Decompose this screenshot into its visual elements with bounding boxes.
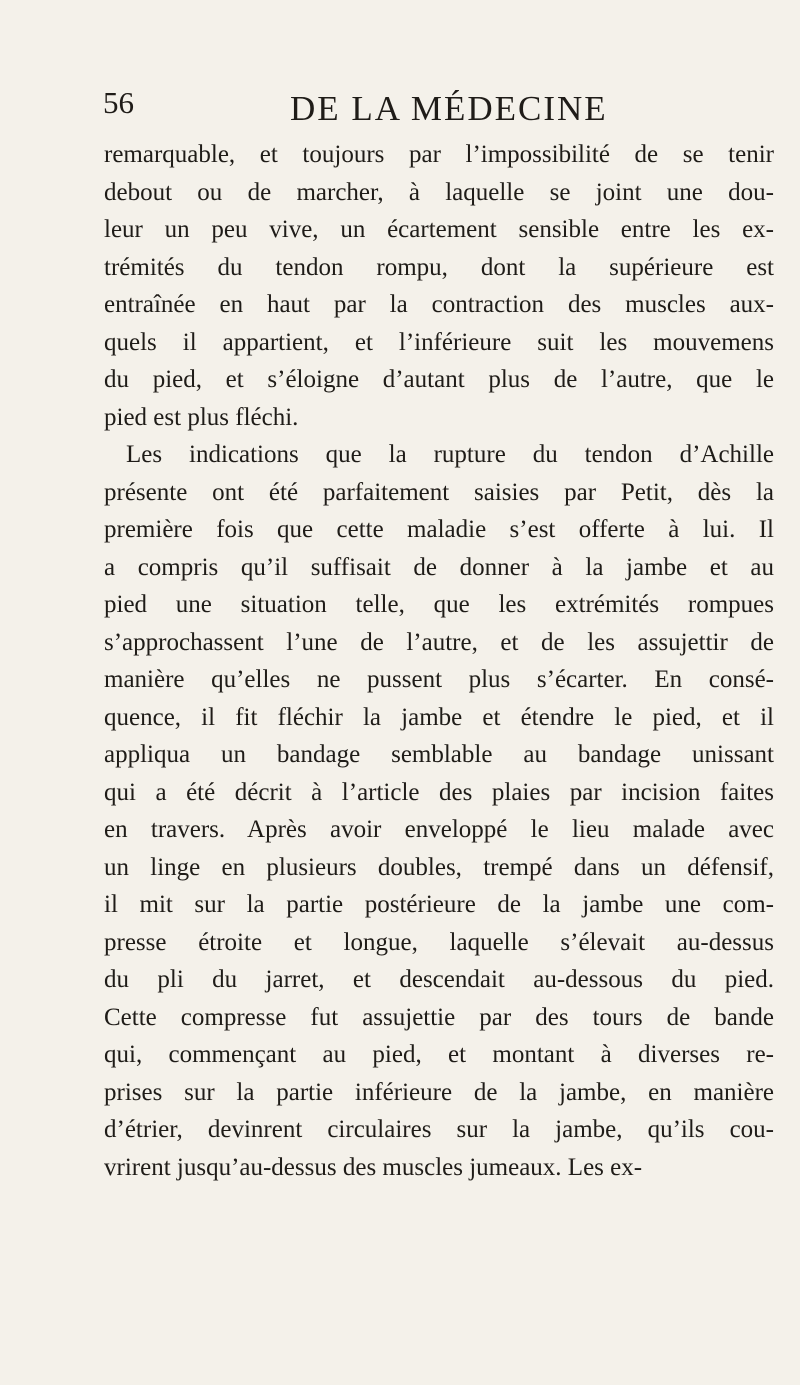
text-line: manière qu’elles ne pussent plus s’écarter. En consé- — [104, 666, 774, 693]
text-line: vrirent jusqu’au-dessus des muscles jumeaux. Les ex- — [104, 1153, 643, 1181]
text-line: s’approchassent l’une de l’autre, et de les assujettir de — [104, 628, 774, 656]
text-line: prises sur la partie inférieure de la jambe, en manière — [104, 1078, 774, 1106]
page-number: 56 — [103, 85, 134, 120]
paragraph-end-line: pied est plus fléchi. — [104, 403, 299, 431]
text-line: un linge en plusieurs doubles, trempé dans un défensif, — [104, 853, 774, 881]
text-line: du pied, et s’éloigne d’autant plus de l’autre, que le — [104, 366, 774, 393]
text-line: quels il appartient, et l’inférieure suit les mouvemens — [104, 328, 774, 356]
text-line: Cette compresse fut assujettie par des tours de bande — [104, 1003, 774, 1031]
text-line: pied une situation telle, que les extrémités rompues — [104, 591, 774, 618]
paragraph-start-line: Les indications que la rupture du tendon d’Achille — [126, 441, 774, 468]
text-line: d’étrier, devinrent circulaires sur la jambe, qu’ils cou- — [104, 1116, 774, 1143]
text-line: présente ont été parfaitement saisies par Petit, dès la — [104, 478, 774, 506]
text-line: trémités du tendon rompu, dont la supérieure est — [104, 253, 774, 281]
text-line: quence, il fit fléchir la jambe et étendre le pied, et il — [104, 703, 774, 731]
text-line: debout ou de marcher, à laquelle se joint une dou- — [104, 178, 774, 206]
text-line: qui, commençant au pied, et montant à diverses re- — [104, 1041, 774, 1068]
text-line: remarquable, et toujours par l’impossibilité de se tenir — [104, 141, 774, 168]
text-line: il mit sur la partie postérieure de la jambe une com- — [104, 891, 774, 918]
page-header — [103, 86, 663, 130]
text-line: a compris qu’il suffisait de donner à la jambe et au — [104, 553, 774, 581]
body-text — [104, 136, 774, 1186]
text-line: première fois que cette maladie s’est offerte à lui. Il — [104, 516, 774, 543]
text-line: du pli du jarret, et descendait au-dessous du pied. — [104, 966, 774, 993]
running-head: DE LA MÉDECINE — [290, 89, 608, 128]
text-line: appliqua un bandage semblable au bandage unissant — [104, 741, 774, 768]
text-line: entraînée en haut par la contraction des muscles aux- — [104, 291, 774, 318]
text-line: presse étroite et longue, laquelle s’élevait au-dessus — [104, 928, 774, 956]
text-line: en travers. Après avoir enveloppé le lieu malade avec — [104, 816, 774, 843]
text-line: qui a été décrit à l’article des plaies par incision faites — [104, 778, 774, 806]
text-line: leur un peu vive, un écartement sensible entre les ex- — [104, 216, 774, 243]
